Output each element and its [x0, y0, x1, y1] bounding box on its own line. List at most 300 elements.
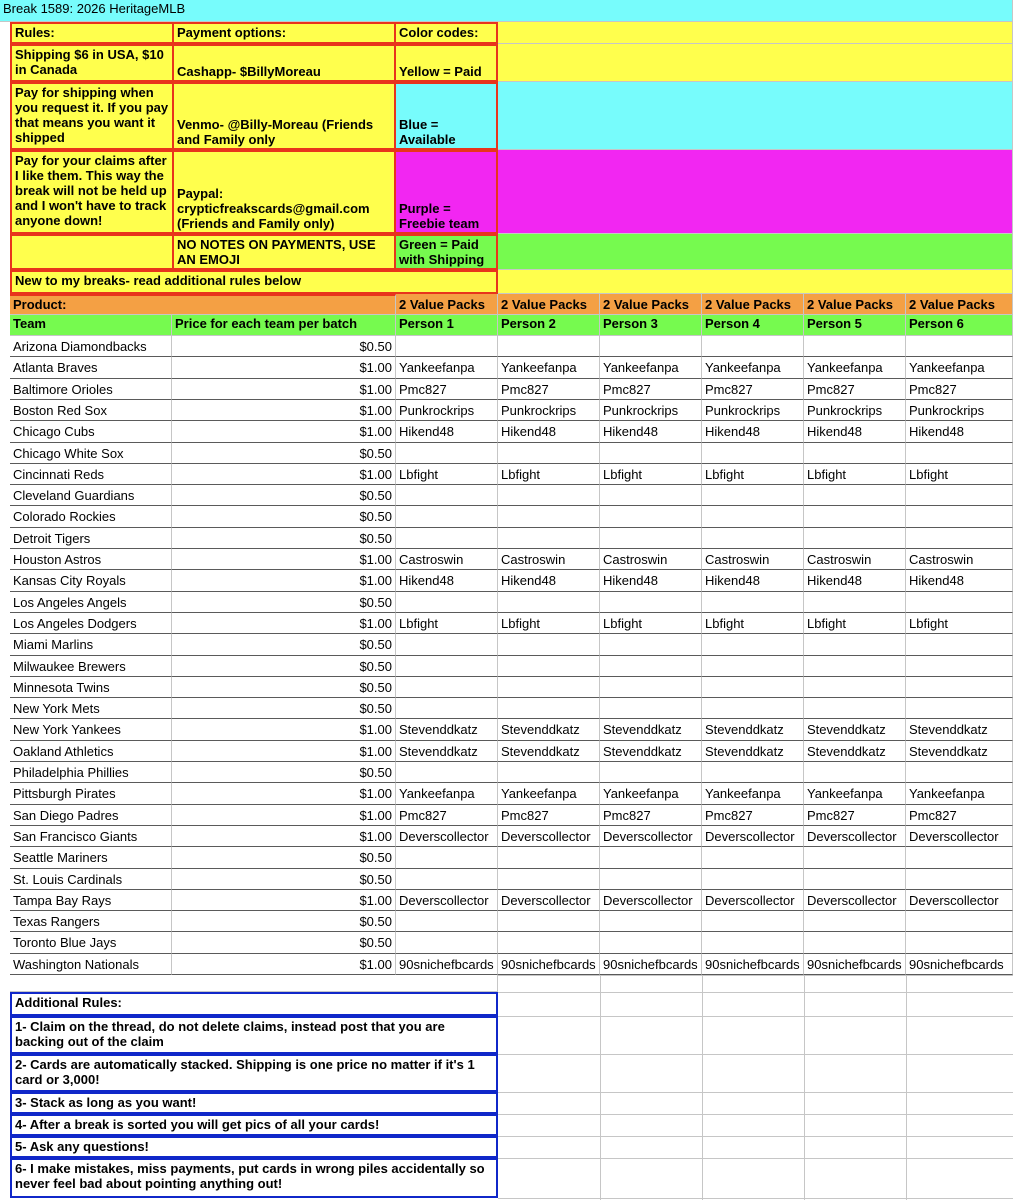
team-price-cell[interactable]: $0.50	[172, 592, 396, 613]
claim-cell-person-4[interactable]	[702, 677, 804, 698]
product-value-1[interactable]: 2 Value Packs	[396, 294, 498, 315]
claim-cell-person-3[interactable]	[600, 677, 702, 698]
payment-venmo[interactable]	[172, 82, 396, 150]
claim-cell-person-4[interactable]	[702, 869, 804, 890]
claim-cell-person-1[interactable]	[396, 336, 498, 357]
empty-row[interactable]	[10, 975, 498, 992]
person-header-2[interactable]: Person 2	[498, 315, 600, 336]
claim-cell-person-2[interactable]: Pmc827	[498, 805, 600, 826]
team-name-cell[interactable]: Baltimore Orioles	[10, 379, 172, 400]
price-header[interactable]: Price for each team per batch	[172, 315, 396, 336]
team-price-cell[interactable]: $1.00	[172, 783, 396, 805]
team-price-cell[interactable]: $0.50	[172, 656, 396, 677]
claim-cell-person-1[interactable]	[396, 847, 498, 869]
claim-cell-person-1[interactable]: Stevenddkatz	[396, 719, 498, 741]
claim-cell-person-6[interactable]	[906, 911, 1013, 932]
claim-cell-person-4[interactable]: Yankeefanpa	[702, 783, 804, 805]
claim-cell-person-6[interactable]	[906, 443, 1013, 464]
claim-cell-person-4[interactable]: Pmc827	[702, 379, 804, 400]
additional-rule-2[interactable]: 2- Cards are automatically stacked. Shipping is one price no matter if it's 1 card or 3,000!	[10, 1054, 498, 1092]
claim-cell-person-6[interactable]: Pmc827	[906, 379, 1013, 400]
claim-cell-person-1[interactable]: Deverscollector	[396, 890, 498, 911]
team-name-cell[interactable]: Houston Astros	[10, 549, 172, 570]
claim-cell-person-6[interactable]	[906, 698, 1013, 719]
team-name-cell[interactable]: Washington Nationals	[10, 954, 172, 975]
claim-cell-person-1[interactable]: Hikend48	[396, 421, 498, 443]
team-name-cell[interactable]: Miami Marlins	[10, 634, 172, 656]
team-name-cell[interactable]: Atlanta Braves	[10, 357, 172, 379]
rule-pay-shipping[interactable]: Pay for shipping when you request it. If you pay that means you want it shipped	[10, 82, 174, 150]
claim-cell-person-2[interactable]: Hikend48	[498, 570, 600, 592]
team-price-cell[interactable]: $0.50	[172, 869, 396, 890]
claim-cell-person-1[interactable]	[396, 506, 498, 528]
claim-cell-person-4[interactable]	[702, 592, 804, 613]
claim-cell-person-2[interactable]	[498, 932, 600, 954]
code-yellow[interactable]	[394, 44, 498, 82]
team-price-cell[interactable]: $0.50	[172, 677, 396, 698]
gridline	[498, 975, 1013, 976]
claim-cell-person-5[interactable]	[804, 847, 906, 869]
code-blue[interactable]	[394, 82, 498, 150]
team-name-cell[interactable]: Philadelphia Phillies	[10, 762, 172, 783]
claim-cell-person-3[interactable]	[600, 698, 702, 719]
team-price-cell[interactable]: $0.50	[172, 932, 396, 954]
claim-cell-person-3[interactable]: Pmc827	[600, 379, 702, 400]
team-price-cell[interactable]: $1.00	[172, 379, 396, 400]
claim-cell-person-2[interactable]: Stevenddkatz	[498, 741, 600, 762]
team-name-cell[interactable]: Chicago Cubs	[10, 421, 172, 443]
gridline	[498, 1114, 1013, 1115]
team-header[interactable]: Team	[10, 315, 172, 336]
product-value-2[interactable]: 2 Value Packs	[498, 294, 600, 315]
payment-header[interactable]: Payment options:	[172, 22, 396, 44]
claim-cell-person-5[interactable]: Deverscollector	[804, 890, 906, 911]
claim-cell-person-4[interactable]: Hikend48	[702, 570, 804, 592]
claim-cell-person-5[interactable]	[804, 336, 906, 357]
claim-cell-person-6[interactable]: Castroswin	[906, 549, 1013, 570]
claim-cell-person-3[interactable]: Castroswin	[600, 549, 702, 570]
claim-cell-person-6[interactable]	[906, 336, 1013, 357]
claim-cell-person-4[interactable]: Lbfight	[702, 464, 804, 485]
claim-cell-person-1[interactable]: Punkrockrips	[396, 400, 498, 421]
claim-cell-person-1[interactable]	[396, 762, 498, 783]
claim-cell-person-6[interactable]: Deverscollector	[906, 890, 1013, 911]
claim-cell-person-3[interactable]	[600, 443, 702, 464]
claim-cell-person-5[interactable]: Hikend48	[804, 421, 906, 443]
claim-cell-person-5[interactable]	[804, 698, 906, 719]
claim-cell-person-3[interactable]	[600, 528, 702, 549]
claim-cell-person-5[interactable]	[804, 869, 906, 890]
claim-cell-person-1[interactable]	[396, 485, 498, 506]
claim-cell-person-1[interactable]	[396, 592, 498, 613]
claim-cell-person-5[interactable]: Castroswin	[804, 549, 906, 570]
empty-rule-cell[interactable]	[10, 234, 174, 270]
claim-cell-person-3[interactable]	[600, 847, 702, 869]
claim-cell-person-6[interactable]: Lbfight	[906, 613, 1013, 634]
claim-cell-person-2[interactable]	[498, 336, 600, 357]
team-price-cell[interactable]: $0.50	[172, 336, 396, 357]
claim-cell-person-4[interactable]: Deverscollector	[702, 826, 804, 847]
team-name-cell[interactable]: Kansas City Royals	[10, 570, 172, 592]
product-value-6[interactable]: 2 Value Packs	[906, 294, 1013, 315]
claim-cell-person-4[interactable]	[702, 443, 804, 464]
team-name-cell[interactable]: Oakland Athletics	[10, 741, 172, 762]
claim-cell-person-5[interactable]: Punkrockrips	[804, 400, 906, 421]
team-name-cell[interactable]: New York Yankees	[10, 719, 172, 741]
team-name-cell[interactable]: Tampa Bay Rays	[10, 890, 172, 911]
claim-cell-person-5[interactable]: Yankeefanpa	[804, 357, 906, 379]
claim-cell-person-4[interactable]	[702, 506, 804, 528]
person-header-3[interactable]: Person 3	[600, 315, 702, 336]
claim-cell-person-2[interactable]	[498, 506, 600, 528]
product-value-4[interactable]: 2 Value Packs	[702, 294, 804, 315]
team-price-cell[interactable]: $0.50	[172, 911, 396, 932]
claim-cell-person-3[interactable]	[600, 762, 702, 783]
claim-cell-person-3[interactable]: Lbfight	[600, 613, 702, 634]
claim-cell-person-6[interactable]	[906, 656, 1013, 677]
claim-cell-person-4[interactable]: Deverscollector	[702, 890, 804, 911]
gridline	[498, 1016, 1013, 1017]
claim-cell-person-6[interactable]	[906, 869, 1013, 890]
team-name-cell[interactable]: Arizona Diamondbacks	[10, 336, 172, 357]
claim-cell-person-5[interactable]: Lbfight	[804, 613, 906, 634]
claim-cell-person-4[interactable]: Punkrockrips	[702, 400, 804, 421]
claim-cell-person-6[interactable]: Lbfight	[906, 464, 1013, 485]
claim-cell-person-4[interactable]: Hikend48	[702, 421, 804, 443]
team-price-cell[interactable]: $0.50	[172, 443, 396, 464]
team-name-cell[interactable]: Seattle Mariners	[10, 847, 172, 869]
payment-notes[interactable]: NO NOTES ON PAYMENTS, USE AN EMOJI	[172, 234, 396, 270]
team-price-cell[interactable]: $0.50	[172, 762, 396, 783]
claim-cell-person-5[interactable]	[804, 932, 906, 954]
claim-cell-person-3[interactable]: 90snichefbcards	[600, 954, 702, 975]
claim-cell-person-4[interactable]: Pmc827	[702, 805, 804, 826]
additional-rule-5[interactable]: 5- Ask any questions!	[10, 1136, 498, 1158]
team-price-cell[interactable]: $1.00	[172, 954, 396, 975]
claim-cell-person-6[interactable]: 90snichefbcards	[906, 954, 1013, 975]
claim-cell-person-1[interactable]	[396, 698, 498, 719]
claim-cell-person-2[interactable]: 90snichefbcards	[498, 954, 600, 975]
claim-cell-person-1[interactable]: Pmc827	[396, 379, 498, 400]
claim-cell-person-1[interactable]	[396, 443, 498, 464]
claim-cell-person-4[interactable]	[702, 634, 804, 656]
gridline	[600, 975, 601, 1200]
claim-cell-person-5[interactable]	[804, 634, 906, 656]
claim-cell-person-2[interactable]	[498, 847, 600, 869]
claim-cell-person-1[interactable]	[396, 634, 498, 656]
claim-cell-person-1[interactable]	[396, 677, 498, 698]
rules-header[interactable]: Rules:	[10, 22, 174, 44]
additional-rule-6[interactable]: 6- I make mistakes, miss payments, put cards in wrong piles accidentally so never feel bad about pointing anything out!	[10, 1158, 498, 1198]
claim-cell-person-6[interactable]	[906, 677, 1013, 698]
claim-cell-person-1[interactable]: Yankeefanpa	[396, 357, 498, 379]
code-green[interactable]: Green = Paid with Shipping	[394, 234, 498, 270]
claim-cell-person-4[interactable]	[702, 762, 804, 783]
claim-cell-person-6[interactable]	[906, 528, 1013, 549]
code-yellow-text: Yellow = Paid	[399, 64, 482, 79]
header-fill[interactable]	[498, 22, 1013, 44]
claim-cell-person-5[interactable]	[804, 592, 906, 613]
claim-cell-person-4[interactable]	[702, 911, 804, 932]
claim-cell-person-3[interactable]: Hikend48	[600, 570, 702, 592]
claim-cell-person-1[interactable]: Lbfight	[396, 613, 498, 634]
team-price-cell[interactable]: $0.50	[172, 698, 396, 719]
team-price-cell[interactable]: $1.00	[172, 549, 396, 570]
claim-cell-person-1[interactable]	[396, 528, 498, 549]
product-value-5[interactable]: 2 Value Packs	[804, 294, 906, 315]
additional-rule-1[interactable]: 1- Claim on the thread, do not delete claims, instead post that you are backing out of the claim	[10, 1016, 498, 1054]
team-price-cell[interactable]: $1.00	[172, 421, 396, 443]
claim-cell-person-3[interactable]: Punkrockrips	[600, 400, 702, 421]
claim-cell-person-6[interactable]: Yankeefanpa	[906, 783, 1013, 805]
payment-venmo-text: Venmo- @Billy-Moreau (Friends and Family only	[177, 117, 374, 147]
claim-cell-person-2[interactable]	[498, 634, 600, 656]
claim-cell-person-3[interactable]	[600, 485, 702, 506]
team-name-cell[interactable]: Colorado Rockies	[10, 506, 172, 528]
claim-cell-person-5[interactable]	[804, 911, 906, 932]
claim-cell-person-5[interactable]: Lbfight	[804, 464, 906, 485]
team-name-cell[interactable]: St. Louis Cardinals	[10, 869, 172, 890]
claim-cell-person-2[interactable]: Yankeefanpa	[498, 783, 600, 805]
claim-cell-person-2[interactable]	[498, 762, 600, 783]
team-price-cell[interactable]: $1.00	[172, 826, 396, 847]
claim-cell-person-2[interactable]	[498, 656, 600, 677]
team-price-cell[interactable]: $1.00	[172, 613, 396, 634]
code-blue-text: Blue = Available	[399, 117, 456, 147]
rule-shipping[interactable]: Shipping $6 in USA, $10 in Canada	[10, 44, 174, 82]
claim-cell-person-6[interactable]	[906, 592, 1013, 613]
claim-cell-person-5[interactable]	[804, 506, 906, 528]
product-value-3[interactable]: 2 Value Packs	[600, 294, 702, 315]
claim-cell-person-3[interactable]: Stevenddkatz	[600, 719, 702, 741]
claim-cell-person-3[interactable]: Yankeefanpa	[600, 783, 702, 805]
gridline	[498, 1198, 1013, 1199]
claim-cell-person-6[interactable]: Stevenddkatz	[906, 741, 1013, 762]
claim-cell-person-2[interactable]: Lbfight	[498, 464, 600, 485]
claim-cell-person-1[interactable]	[396, 869, 498, 890]
claim-cell-person-2[interactable]	[498, 443, 600, 464]
product-label[interactable]: Product:	[10, 294, 396, 315]
gridline	[702, 975, 703, 1200]
claim-cell-person-3[interactable]	[600, 869, 702, 890]
additional-rule-3[interactable]: 3- Stack as long as you want!	[10, 1092, 498, 1114]
claim-cell-person-1[interactable]: Yankeefanpa	[396, 783, 498, 805]
claim-cell-person-1[interactable]	[396, 656, 498, 677]
claim-cell-person-1[interactable]: Deverscollector	[396, 826, 498, 847]
team-price-cell[interactable]: $1.00	[172, 890, 396, 911]
person-header-5[interactable]: Person 5	[804, 315, 906, 336]
team-price-cell[interactable]: $1.00	[172, 719, 396, 741]
claim-cell-person-5[interactable]	[804, 528, 906, 549]
team-price-cell[interactable]: $0.50	[172, 528, 396, 549]
claim-cell-person-6[interactable]	[906, 506, 1013, 528]
claim-cell-person-5[interactable]	[804, 762, 906, 783]
claim-cell-person-4[interactable]: Yankeefanpa	[702, 357, 804, 379]
magenta-fill[interactable]	[498, 150, 1013, 234]
team-price-cell[interactable]: $0.50	[172, 506, 396, 528]
claim-cell-person-6[interactable]	[906, 847, 1013, 869]
team-name-cell[interactable]: Cincinnati Reds	[10, 464, 172, 485]
claim-cell-person-1[interactable]: Lbfight	[396, 464, 498, 485]
person-header-6[interactable]: Person 6	[906, 315, 1013, 336]
team-name-cell[interactable]: Boston Red Sox	[10, 400, 172, 421]
claim-cell-person-3[interactable]: Deverscollector	[600, 890, 702, 911]
claim-cell-person-2[interactable]: Deverscollector	[498, 826, 600, 847]
yellow-fill[interactable]	[498, 44, 1013, 82]
additional-header[interactable]: Additional Rules:	[10, 992, 498, 1016]
claim-cell-person-2[interactable]	[498, 698, 600, 719]
team-name-cell[interactable]: Cleveland Guardians	[10, 485, 172, 506]
color-codes-header[interactable]: Color codes:	[394, 22, 498, 44]
team-name-cell[interactable]: San Diego Padres	[10, 805, 172, 826]
claim-cell-person-5[interactable]	[804, 677, 906, 698]
payment-paypal[interactable]	[172, 150, 396, 234]
rule-pay-claims[interactable]: Pay for your claims after I like them. This way the break will not be held up and I won't have to track anyone down!	[10, 150, 174, 234]
claim-cell-person-3[interactable]	[600, 911, 702, 932]
team-price-cell[interactable]: $1.00	[172, 741, 396, 762]
claim-cell-person-5[interactable]: Stevenddkatz	[804, 741, 906, 762]
claim-cell-person-6[interactable]: Hikend48	[906, 421, 1013, 443]
claim-cell-person-1[interactable]: Castroswin	[396, 549, 498, 570]
claim-cell-person-2[interactable]	[498, 528, 600, 549]
claim-cell-person-3[interactable]	[600, 336, 702, 357]
claim-cell-person-3[interactable]	[600, 592, 702, 613]
claim-cell-person-2[interactable]: Castroswin	[498, 549, 600, 570]
gridline	[498, 992, 1013, 993]
claim-cell-person-5[interactable]	[804, 443, 906, 464]
claim-cell-person-4[interactable]	[702, 656, 804, 677]
claim-cell-person-6[interactable]	[906, 762, 1013, 783]
claim-cell-person-2[interactable]	[498, 485, 600, 506]
claim-cell-person-3[interactable]	[600, 656, 702, 677]
claim-cell-person-2[interactable]	[498, 869, 600, 890]
claim-cell-person-3[interactable]	[600, 506, 702, 528]
additional-rule-4[interactable]: 4- After a break is sorted you will get pics of all your cards!	[10, 1114, 498, 1136]
code-purple-text: Purple = Freebie team	[399, 201, 480, 231]
claim-cell-person-2[interactable]	[498, 911, 600, 932]
team-price-cell[interactable]: $1.00	[172, 357, 396, 379]
claim-cell-person-4[interactable]: Castroswin	[702, 549, 804, 570]
team-name-cell[interactable]: Los Angeles Dodgers	[10, 613, 172, 634]
gridline	[498, 1136, 1013, 1137]
claim-cell-person-2[interactable]: Hikend48	[498, 421, 600, 443]
claim-cell-person-5[interactable]: Stevenddkatz	[804, 719, 906, 741]
claim-cell-person-2[interactable]: Yankeefanpa	[498, 357, 600, 379]
claim-cell-person-5[interactable]: Pmc827	[804, 379, 906, 400]
claim-cell-person-6[interactable]: Pmc827	[906, 805, 1013, 826]
team-name-cell[interactable]: Chicago White Sox	[10, 443, 172, 464]
claim-cell-person-2[interactable]	[498, 592, 600, 613]
team-price-cell[interactable]: $1.00	[172, 400, 396, 421]
team-price-cell[interactable]: $1.00	[172, 805, 396, 826]
claim-cell-person-5[interactable]	[804, 485, 906, 506]
claim-cell-person-4[interactable]: Lbfight	[702, 613, 804, 634]
claim-cell-person-3[interactable]	[600, 932, 702, 954]
claim-cell-person-4[interactable]	[702, 485, 804, 506]
payment-cashapp[interactable]	[172, 44, 396, 82]
team-name-cell[interactable]: Minnesota Twins	[10, 677, 172, 698]
claim-cell-person-6[interactable]	[906, 485, 1013, 506]
claim-cell-person-5[interactable]	[804, 656, 906, 677]
cyan-fill[interactable]	[498, 82, 1013, 150]
claim-cell-person-3[interactable]: Deverscollector	[600, 826, 702, 847]
new-note[interactable]: New to my breaks- read additional rules below	[10, 270, 498, 294]
team-name-cell[interactable]: New York Mets	[10, 698, 172, 719]
claim-cell-person-1[interactable]: 90snichefbcards	[396, 954, 498, 975]
claim-cell-person-2[interactable]: Punkrockrips	[498, 400, 600, 421]
claim-cell-person-6[interactable]	[906, 634, 1013, 656]
person-header-4[interactable]: Person 4	[702, 315, 804, 336]
claim-cell-person-6[interactable]	[906, 932, 1013, 954]
team-name-cell[interactable]: Toronto Blue Jays	[10, 932, 172, 954]
claim-cell-person-2[interactable]: Lbfight	[498, 613, 600, 634]
team-price-cell[interactable]: $1.00	[172, 464, 396, 485]
claim-cell-person-4[interactable]	[702, 932, 804, 954]
claim-cell-person-4[interactable]: Stevenddkatz	[702, 719, 804, 741]
claim-cell-person-5[interactable]: 90snichefbcards	[804, 954, 906, 975]
team-name-cell[interactable]: Milwaukee Brewers	[10, 656, 172, 677]
claim-cell-person-4[interactable]	[702, 698, 804, 719]
claim-cell-person-4[interactable]	[702, 528, 804, 549]
claim-cell-person-4[interactable]	[702, 336, 804, 357]
code-purple[interactable]	[394, 150, 498, 234]
claim-cell-person-2[interactable]	[498, 677, 600, 698]
claim-cell-person-3[interactable]: Pmc827	[600, 805, 702, 826]
claim-cell-person-2[interactable]: Stevenddkatz	[498, 719, 600, 741]
title-row[interactable]	[0, 0, 1013, 22]
team-price-cell[interactable]: $0.50	[172, 485, 396, 506]
green-fill[interactable]	[498, 234, 1013, 270]
claim-cell-person-3[interactable]: Hikend48	[600, 421, 702, 443]
claim-cell-person-3[interactable]: Yankeefanpa	[600, 357, 702, 379]
claim-cell-person-5[interactable]: Pmc827	[804, 805, 906, 826]
team-name-cell[interactable]: San Francisco Giants	[10, 826, 172, 847]
claim-cell-person-5[interactable]: Hikend48	[804, 570, 906, 592]
team-price-cell[interactable]: $0.50	[172, 634, 396, 656]
claim-cell-person-6[interactable]: Stevenddkatz	[906, 719, 1013, 741]
claim-cell-person-6[interactable]: Yankeefanpa	[906, 357, 1013, 379]
new-note-fill[interactable]	[498, 270, 1013, 294]
claim-cell-person-6[interactable]: Punkrockrips	[906, 400, 1013, 421]
claim-cell-person-1[interactable]: Hikend48	[396, 570, 498, 592]
claim-cell-person-2[interactable]: Pmc827	[498, 379, 600, 400]
team-name-cell[interactable]: Pittsburgh Pirates	[10, 783, 172, 805]
claim-cell-person-1[interactable]	[396, 932, 498, 954]
claim-cell-person-6[interactable]: Deverscollector	[906, 826, 1013, 847]
claim-cell-person-5[interactable]: Yankeefanpa	[804, 783, 906, 805]
person-header-1[interactable]: Person 1	[396, 315, 498, 336]
claim-cell-person-4[interactable]: 90snichefbcards	[702, 954, 804, 975]
claim-cell-person-1[interactable]: Pmc827	[396, 805, 498, 826]
claim-cell-person-3[interactable]: Lbfight	[600, 464, 702, 485]
team-name-cell[interactable]: Detroit Tigers	[10, 528, 172, 549]
gridline	[804, 975, 805, 1200]
team-name-cell[interactable]: Los Angeles Angels	[10, 592, 172, 613]
claim-cell-person-4[interactable]	[702, 847, 804, 869]
claim-cell-person-4[interactable]: Stevenddkatz	[702, 741, 804, 762]
claim-cell-person-3[interactable]: Stevenddkatz	[600, 741, 702, 762]
claim-cell-person-1[interactable]: Stevenddkatz	[396, 741, 498, 762]
claim-cell-person-3[interactable]	[600, 634, 702, 656]
team-name-cell[interactable]: Texas Rangers	[10, 911, 172, 932]
team-price-cell[interactable]: $0.50	[172, 847, 396, 869]
claim-cell-person-6[interactable]: Hikend48	[906, 570, 1013, 592]
claim-cell-person-1[interactable]	[396, 911, 498, 932]
claim-cell-person-5[interactable]: Deverscollector	[804, 826, 906, 847]
team-price-cell[interactable]: $1.00	[172, 570, 396, 592]
claim-cell-person-2[interactable]: Deverscollector	[498, 890, 600, 911]
gridline	[498, 1158, 1013, 1159]
